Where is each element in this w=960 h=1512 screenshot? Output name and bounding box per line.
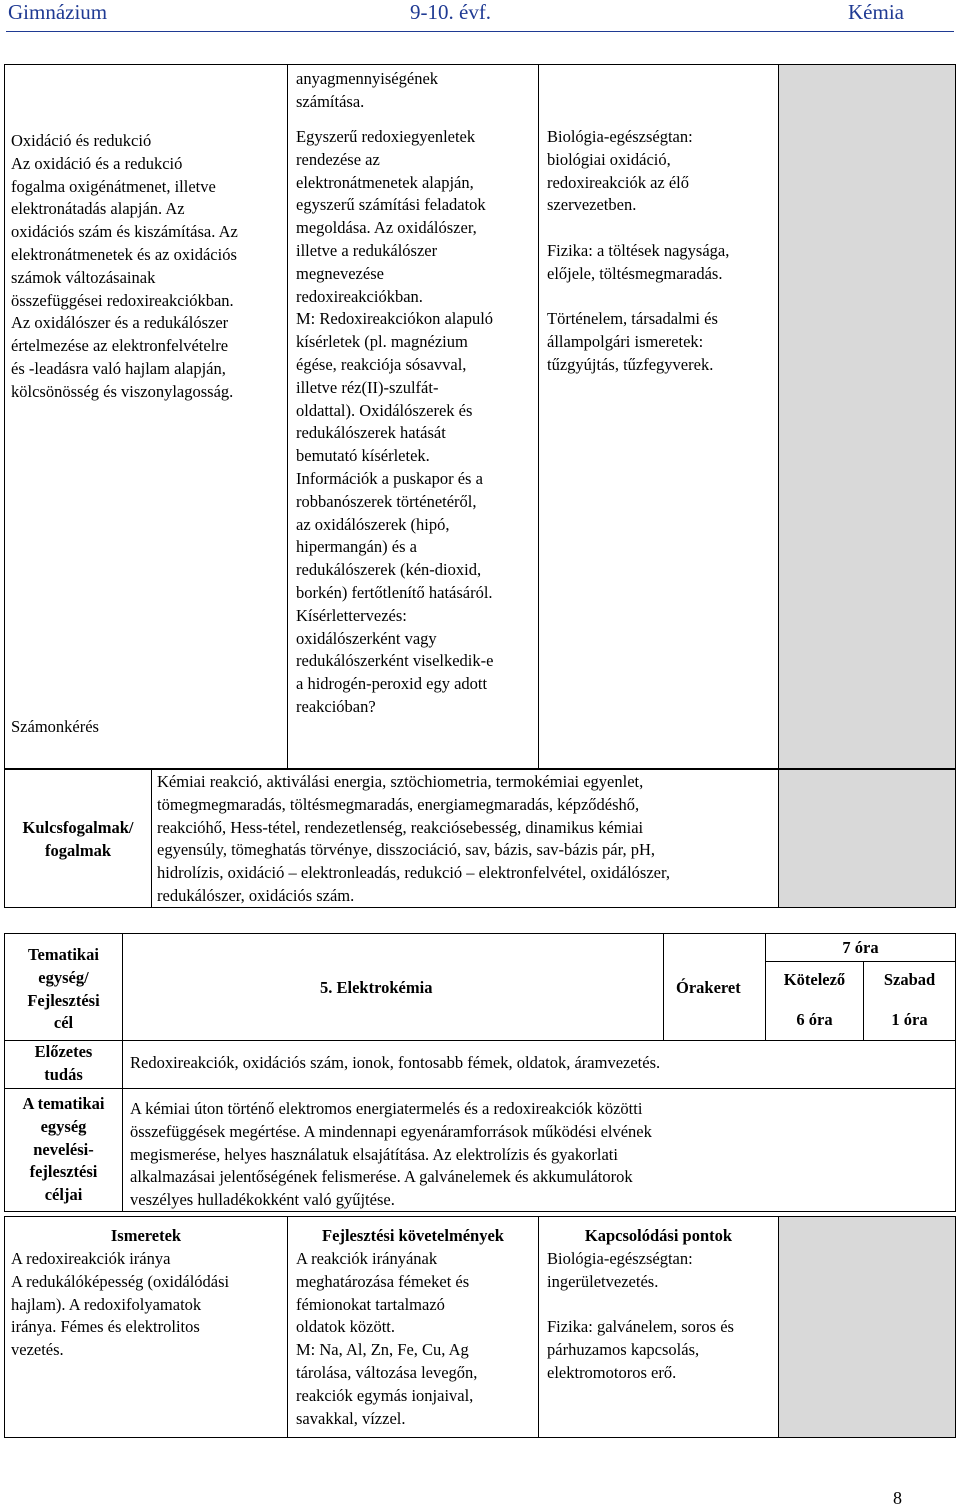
header-subject: Kémia bbox=[848, 0, 904, 24]
theme-title: 5. Elektrokémia bbox=[320, 978, 433, 997]
requirements-top-text: anyagmennyiségének számítása. bbox=[296, 69, 439, 111]
shaded-column bbox=[778, 1217, 955, 1437]
assessment-label: Számonkérés bbox=[11, 717, 99, 736]
column-header-knowledge: Ismeretek bbox=[110, 1226, 182, 1245]
connection-physics: Fizika: galvánelem, soros és párhuzamos kapcsolás, elektromotoros erő. bbox=[547, 1317, 734, 1382]
table-divider bbox=[538, 64, 539, 769]
table-divider bbox=[287, 1216, 288, 1438]
header-rule bbox=[6, 31, 954, 32]
requirements-text: A reakciók irányának meghatározása fémeket és fémionokat tartalmazó oldatok között. M: Na, Al, Zn, Fe, Cu, Ag tárolása, változása levegőn, reakciók egymás ionjaival, savakkal, vízzel. bbox=[296, 1249, 478, 1428]
theme-label: Tematikai egység/ Fejlesztési cél bbox=[27, 945, 100, 1033]
table-divider bbox=[287, 64, 288, 769]
key-concepts-label: Kulcsfogalmak/ fogalmak bbox=[22, 818, 134, 860]
mandatory-hours: 6 óra bbox=[796, 1010, 833, 1029]
connection-history: Történelem, társadalmi és állampolgári ismeretek: tűzgyújtás, tűzfegyverek. bbox=[547, 309, 718, 374]
mandatory-label: Kötelező bbox=[783, 970, 846, 989]
header-school: Gimnázium bbox=[8, 0, 108, 24]
goals-text: A kémiai úton történő elektromos energiatermelés és a redoxireakciók közötti összefüggések megértése. A mindennapi egyenáramforrások működési elvének megismerése, helyes használatuk elsajátítása. Az elektrolízis és gyakorlati alkalmazásai jelentőségének felismerése. A galvánelemek és akkumulátorok veszélyes hulladékokként való gyűjtése. bbox=[130, 1099, 652, 1210]
connection-physics: Fizika: a töltések nagysága, előjele, töltésmegmaradás. bbox=[547, 241, 730, 283]
table-divider bbox=[778, 64, 779, 769]
free-label: Szabad bbox=[883, 970, 936, 989]
table-divider bbox=[765, 961, 956, 962]
hours-label: Órakeret bbox=[676, 978, 741, 997]
requirements-text: Egyszerű redoxiegyenletek rendezése az elektronátmenetek alapján, egyszerű számítási feladatok megoldása. Az oxidálószer, illetve a redukálószer megnevezése redoxireakciókban. M: Redoxireakciókon alapuló kísérletek (pl. magnézium égése, reakciója sósavval, illetve réz(II)-szulfát- oldattal). Oxidálószerek és redukálószerek hatását bemutató kísérletek. Információk a puskapor és a robbanószerek történetéről, az oxidálószerek (hipó, hipermangán) és a redukálószerek (kén-dioxid, borkén) fertőtlenítő hatásáról. Kísérlettervezés: oxidálószerként vagy redukálószerként viselkedik-e a hidrogén-peroxid egy adott reakcióban? bbox=[296, 127, 494, 716]
table-divider bbox=[4, 1040, 956, 1041]
knowledge-text: A redoxireakciók iránya A redukálóképesség (oxidálódási hajlam). A redoxifolyamatok iránya. Fémes és elektrolitos vezetés. bbox=[11, 1249, 230, 1360]
goals-label: A tematikai egység nevelési- fejlesztési céljai bbox=[22, 1094, 105, 1205]
table-divider bbox=[663, 933, 664, 1040]
table-divider bbox=[538, 1216, 539, 1438]
free-hours: 1 óra bbox=[891, 1010, 928, 1029]
connection-biology: Biológia-egészségtan: ingerületvezetés. bbox=[547, 1249, 693, 1291]
knowledge-text: Oxidáció és redukció Az oxidáció és a redukció fogalma oxigénátmenet, illetve elektronátadás alapján. Az oxidációs szám és kiszámítása. Az elektronátmenetek és az oxidációs számok változásainak összefüggései redoxireakciókban. Az oxidálószer és a redukálószer értelmezése az elektronfelvételre és -leadásra való hajlam alapján, kölcsönösség és viszonylagosság. bbox=[11, 131, 238, 401]
column-header-connections: Kapcsolódási pontok bbox=[584, 1226, 733, 1245]
table-divider bbox=[778, 769, 779, 908]
hours-total: 7 óra bbox=[842, 938, 879, 957]
column-header-requirements: Fejlesztési követelmények bbox=[322, 1226, 504, 1245]
table-divider bbox=[151, 769, 152, 908]
connection-biology: Biológia-egészségtan: biológiai oxidáció, redoxireakciók az élő szervezetben. bbox=[547, 127, 693, 215]
prior-knowledge-label: Előzetes tudás bbox=[34, 1042, 93, 1084]
prior-knowledge-text: Redoxireakciók, oxidációs szám, ionok, fontosabb fémek, oldatok, áramvezetés. bbox=[130, 1053, 661, 1072]
table-divider bbox=[122, 933, 123, 1212]
header-grade: 9-10. évf. bbox=[410, 0, 492, 24]
table-divider bbox=[778, 1216, 779, 1438]
key-concepts-text: Kémiai reakció, aktiválási energia, sztöchiometria, termokémiai egyenlet, tömegmegmaradás, töltésmegmaradás, energiamegmaradás, képződéshő, reakcióhő, Hess-tétel, rendezetlenség, reakciósebesség, dinamikus kémiai egyensúly, tömeghatás törvénye, disszociáció, sav, bázis, sav-bázis pár, pH, hidrolízis, oxidáció – elektronleadás, redukció – elektronfelvétel, oxidálószer, redukálószer, oxidációs szám. bbox=[157, 772, 670, 905]
table-divider bbox=[4, 1088, 956, 1089]
page-number: 8 bbox=[893, 1488, 902, 1508]
page-header bbox=[0, 0, 960, 34]
shaded-column bbox=[778, 770, 955, 907]
shaded-column bbox=[778, 65, 955, 768]
